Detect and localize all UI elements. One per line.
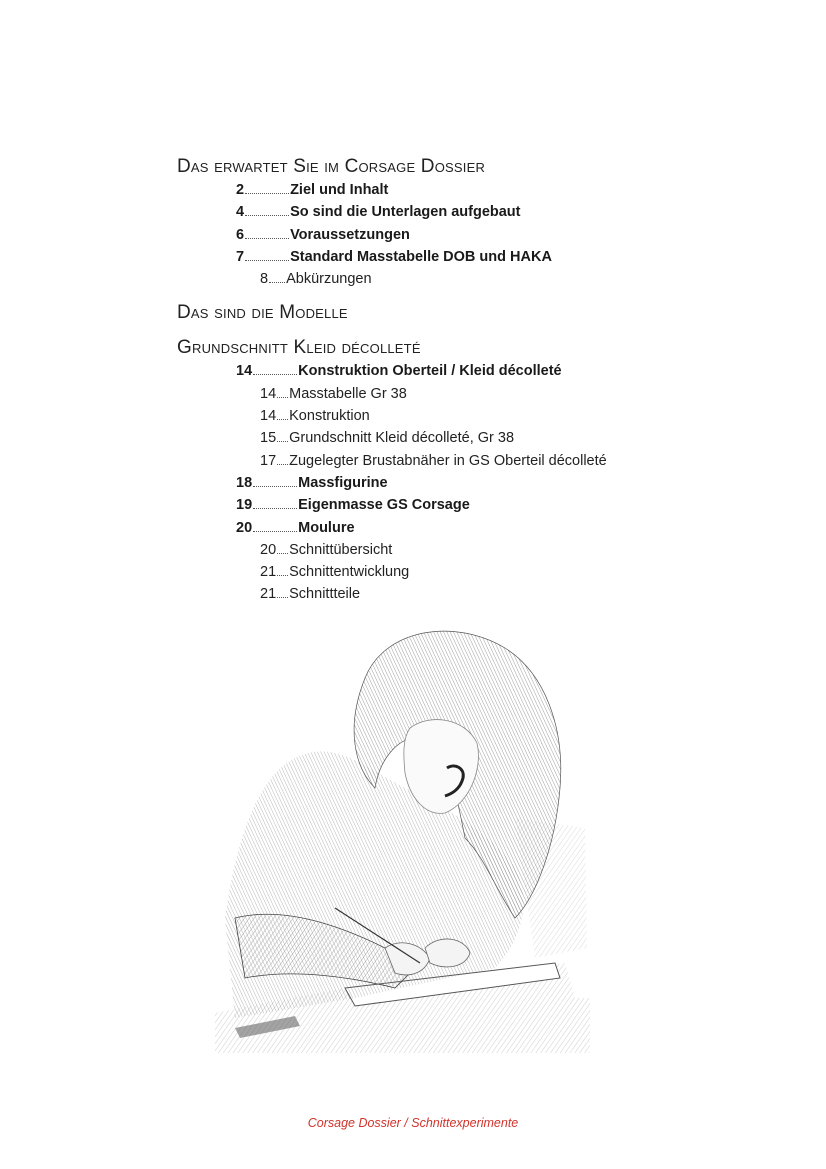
toc-leader-dots	[253, 507, 297, 509]
toc-entry-page: 17	[260, 452, 277, 469]
toc-entry-title: Zugelegter Brustabnäher in GS Oberteil décolleté	[289, 452, 607, 469]
toc-entry-title: Moulure	[298, 519, 355, 536]
toc-leader-dots	[253, 373, 297, 375]
toc-entry-title: Eigenmasse GS Corsage	[298, 497, 470, 514]
toc-entry-page: 4	[236, 204, 245, 221]
toc-entry[interactable]	[177, 583, 777, 605]
toc-entry[interactable]	[177, 246, 777, 268]
toc-entry[interactable]	[177, 427, 777, 449]
toc-entry[interactable]	[177, 539, 777, 561]
toc-leader-dots	[269, 281, 285, 283]
toc-entry-page: 19	[236, 497, 253, 514]
toc-section-heading: Grundschnitt Kleid décolleté	[177, 337, 421, 359]
toc-entry[interactable]	[177, 224, 777, 246]
toc-entry-page: 14	[260, 408, 277, 425]
toc-entry-title: Massfigurine	[298, 474, 388, 491]
toc-entry-page: 20	[260, 541, 277, 558]
toc-leader-dots	[277, 418, 288, 420]
toc-leader-dots	[245, 259, 289, 261]
toc-leader-dots	[245, 237, 289, 239]
toc-entry-title: Schnittteile	[289, 586, 361, 603]
toc-entry-title: Abkürzungen	[286, 271, 372, 288]
toc-leader-dots	[277, 396, 288, 398]
toc-entry-page: 14	[236, 363, 253, 380]
toc-entry-title: Konstruktion	[289, 408, 370, 425]
toc-entry-page: 6	[236, 226, 245, 243]
sketch-illustration	[215, 618, 590, 1053]
toc-section-heading: Das erwartet Sie im Corsage Dossier	[177, 156, 486, 177]
toc-entry-title: Schnittübersicht	[289, 541, 393, 558]
toc-entry[interactable]	[177, 268, 777, 290]
toc-entry-page: 2	[236, 182, 245, 198]
toc-entry[interactable]	[177, 517, 777, 539]
toc-entry-title: Schnittentwicklung	[289, 564, 410, 581]
toc-entry-title: Ziel und Inhalt	[290, 182, 389, 198]
toc-entry[interactable]	[177, 450, 777, 472]
toc-leader-dots	[277, 552, 288, 554]
toc-entry[interactable]	[177, 494, 777, 516]
toc-leader-dots	[277, 574, 288, 576]
toc-entry-title: Voraussetzungen	[290, 226, 410, 243]
toc-entry[interactable]	[177, 561, 777, 583]
toc-leader-dots	[277, 463, 288, 465]
toc-entry-page: 21	[260, 564, 277, 581]
toc-entry[interactable]	[177, 360, 777, 382]
toc-leader-dots	[277, 440, 288, 442]
toc-leader-dots	[253, 485, 297, 487]
toc-leader-dots	[245, 214, 289, 216]
toc-entry-page: 18	[236, 474, 253, 491]
toc-entry[interactable]	[177, 201, 777, 223]
toc-entry-page: 21	[260, 586, 277, 603]
toc-entry-title: So sind die Unterlagen aufgebaut	[290, 204, 521, 221]
toc-leader-dots	[253, 530, 297, 532]
toc-entry-title: Masstabelle Gr 38	[289, 385, 407, 402]
toc-entry-title: Standard Masstabelle DOB und HAKA	[290, 248, 552, 265]
toc-entry-page: 15	[260, 430, 277, 447]
toc-entry[interactable]	[177, 179, 777, 201]
toc-entry[interactable]	[177, 405, 777, 427]
toc-entry[interactable]	[177, 383, 777, 405]
page-footer: Corsage Dossier / Schnittexperimente	[307, 1116, 519, 1130]
toc-entry-page: 8	[260, 271, 269, 288]
toc-leader-dots	[245, 192, 289, 194]
toc-entry-page: 7	[236, 248, 245, 265]
toc-entry-page: 14	[260, 385, 277, 402]
toc-entry-title: Konstruktion Oberteil / Kleid décolleté	[298, 363, 562, 380]
toc-leader-dots	[277, 596, 288, 598]
table-of-contents	[177, 155, 777, 606]
toc-entry-page: 20	[236, 519, 253, 536]
toc-entry-title: Grundschnitt Kleid décolleté, Gr 38	[289, 430, 515, 447]
toc-section-heading: Das sind die Modelle	[177, 302, 348, 324]
toc-entry[interactable]	[177, 472, 777, 494]
